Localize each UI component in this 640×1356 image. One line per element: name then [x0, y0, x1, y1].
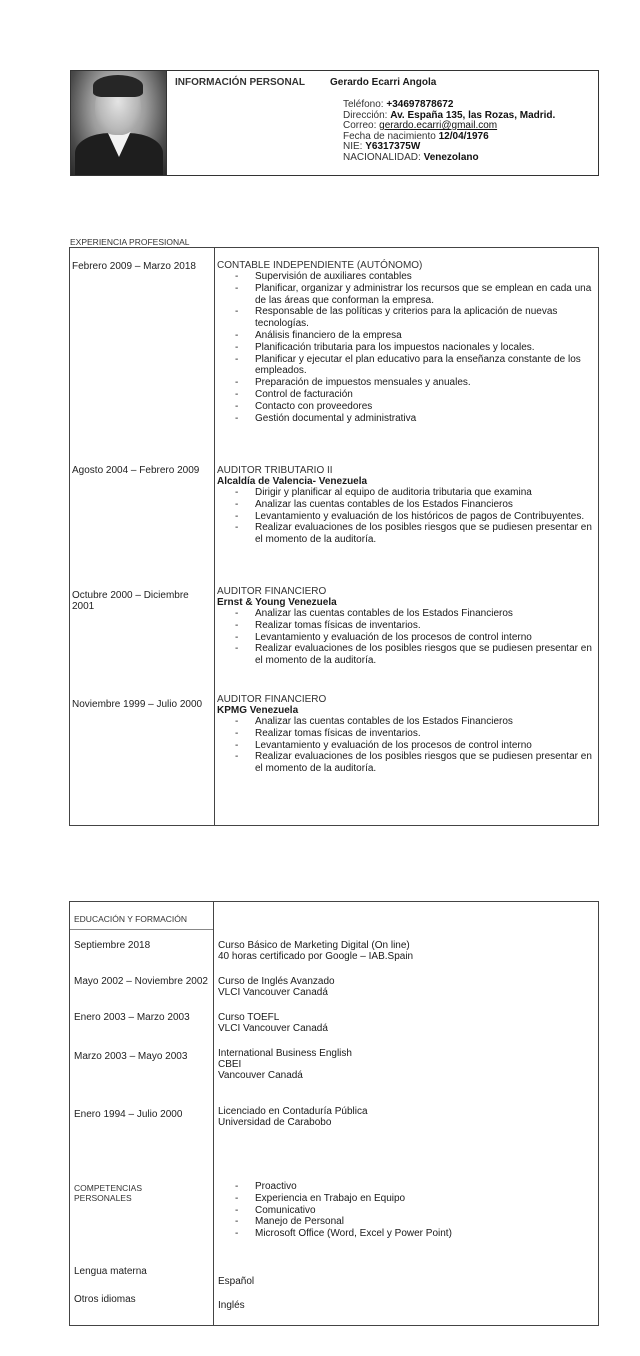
nie-value: Y6317375W [365, 141, 421, 152]
job-title: AUDITOR FINANCIERO [217, 586, 327, 597]
experience-heading: EXPERIENCIA PROFESIONAL [70, 237, 190, 247]
list-item: - Manejo de Personal [217, 1216, 595, 1228]
nie-line: NIE: Y6317375W [343, 141, 421, 152]
list-item: - Planificación tributaria para los impuestos nacionales y locales. [217, 342, 595, 354]
job-entry [217, 260, 595, 424]
job-entry [217, 694, 595, 775]
list-item: - Analizar las cuentas contables de los Estados Financieros [217, 499, 595, 511]
job-duties-list [217, 716, 595, 775]
list-item: - Realizar tomas físicas de inventarios. [217, 620, 595, 632]
edu-entry: International Business English CBEI Vancouver Canadá [218, 1048, 352, 1081]
job-title: AUDITOR TRIBUTARIO II [217, 465, 333, 476]
skills-entry [217, 1181, 595, 1240]
edu-entry: Curso de Inglés Avanzado VLCI Vancouver Canadá [218, 976, 335, 998]
person-name: Gerardo Ecarri Angola [330, 77, 437, 88]
phone-line: Teléfono: +34697878672 [343, 99, 454, 110]
skills-list [217, 1181, 595, 1240]
contact-details [343, 100, 555, 163]
address-value: Av. España 135, las Rozas, Madrid. [390, 109, 556, 121]
email-link[interactable]: gerardo.ecarri@gmail.com [379, 120, 498, 131]
list-item: - Levantamiento y evaluación de los procesos de control interno [217, 632, 595, 644]
list-item: - Comunicativo [217, 1205, 595, 1217]
phone-value: +34697878672 [386, 99, 454, 110]
edu-dates: Mayo 2002 – Noviembre 2002 [74, 976, 208, 987]
address-line: Dirección: Av. España 135, las Rozas, Madrid. [343, 109, 556, 121]
list-item: - Análisis financiero de la empresa [217, 330, 595, 342]
native-language-label: Lengua materna [74, 1266, 147, 1277]
other-languages-value: Inglés [218, 1300, 245, 1311]
edu-entry: Licenciado en Contaduría Pública Universidad de Carabobo [218, 1106, 368, 1128]
birth-line: Fecha de nacimiento 12/04/1976 [343, 130, 489, 142]
list-item: - Realizar evaluaciones de los posibles riesgos que se pudiesen presentar en el momento de la auditoría. [217, 522, 595, 546]
list-item: - Supervisión de auxiliares contables [217, 271, 595, 283]
job-dates: Febrero 2009 – Marzo 2018 [72, 261, 196, 272]
edu-entry: Curso TOEFL VLCI Vancouver Canadá [218, 1012, 328, 1034]
list-item: - Analizar las cuentas contables de los Estados Financieros [217, 608, 595, 620]
list-item: - Realizar evaluaciones de los posibles riesgos que se pudiesen presentar en el momento de la auditoría. [217, 643, 595, 667]
nationality-line: NACIONALIDAD: Venezolano [343, 151, 479, 163]
edu-dates: Enero 1994 – Julio 2000 [74, 1109, 183, 1120]
list-item: - Responsable de las políticas y criterios para la aplicación de nuevas tecnologías. [217, 306, 595, 330]
other-languages-label: Otros idiomas [74, 1294, 136, 1305]
list-item: - Preparación de impuestos mensuales y anuales. [217, 377, 595, 389]
list-item: - Analizar las cuentas contables de los Estados Financieros [217, 716, 595, 728]
edu-entry: Curso Básico de Marketing Digital (On line) 40 horas certificado por Google – IAB.Spain [218, 940, 414, 962]
list-item: - Contacto con proveedores [217, 401, 595, 413]
job-entry [217, 465, 595, 546]
profile-photo [71, 71, 167, 175]
list-item: - Realizar tomas físicas de inventarios. [217, 728, 595, 740]
job-duties-list [217, 608, 595, 667]
list-item: - Realizar evaluaciones de los posibles riesgos que se pudiesen presentar en el momento de la auditoría. [217, 751, 595, 775]
nationality-value: Venezolano [423, 151, 479, 163]
list-item: - Control de facturación [217, 389, 595, 401]
job-title: AUDITOR FINANCIERO [217, 694, 327, 705]
list-item: - Gestión documental y administrativa [217, 413, 595, 425]
native-language-value: Español [218, 1276, 255, 1287]
list-item: - Planificar y ejecutar el plan educativo para la enseñanza constante de los empleados. [217, 354, 595, 378]
company-name: Alcaldía de Valencia- Venezuela [217, 476, 368, 487]
edu-dates: Marzo 2003 – Mayo 2003 [74, 1051, 188, 1062]
list-item: - Proactivo [217, 1181, 595, 1193]
birth-value: 12/04/1976 [438, 130, 489, 142]
education-heading-rule [70, 929, 213, 930]
edu-dates: Septiembre 2018 [74, 940, 151, 951]
list-item: - Microsoft Office (Word, Excel y Power Point) [217, 1228, 595, 1240]
job-duties-list [217, 487, 595, 546]
job-title: CONTABLE INDEPENDIENTE (AUTÓNOMO) [217, 260, 423, 271]
education-heading: EDUCACIÓN Y FORMACIÓN [74, 914, 188, 924]
list-item: - Experiencia en Trabajo en Equipo [217, 1193, 595, 1205]
personal-info-heading: INFORMACIÓN PERSONAL [175, 77, 305, 88]
list-item: - Dirigir y planificar al equipo de auditoria tributaria que examina [217, 487, 595, 499]
job-dates: Agosto 2004 – Febrero 2009 [72, 465, 200, 476]
personal-info-box [70, 70, 599, 176]
job-dates: Noviembre 1999 – Julio 2000 [72, 699, 203, 710]
job-entry [217, 586, 595, 667]
skills-heading: COMPETENCIAS PERSONALES [74, 1183, 143, 1203]
edu-dates: Enero 2003 – Marzo 2003 [74, 1012, 190, 1023]
email-line: Correo: gerardo.ecarri@gmail.com [343, 120, 498, 131]
job-dates: Octubre 2000 – Diciembre 2001 [72, 590, 189, 612]
experience-divider [214, 247, 215, 826]
education-divider [213, 901, 214, 1326]
list-item: - Levantamiento y evaluación de los procesos de control interno [217, 740, 595, 752]
company-name: KPMG Venezuela [217, 705, 299, 716]
company-name: Ernst & Young Venezuela [217, 597, 337, 608]
list-item: - Planificar, organizar y administrar los recursos que se emplean en cada una de las áreas que conforman la empresa. [217, 283, 595, 307]
job-duties-list [217, 271, 595, 424]
list-item: - Levantamiento y evaluación de los históricos de pagos de Contribuyentes. [217, 511, 595, 523]
